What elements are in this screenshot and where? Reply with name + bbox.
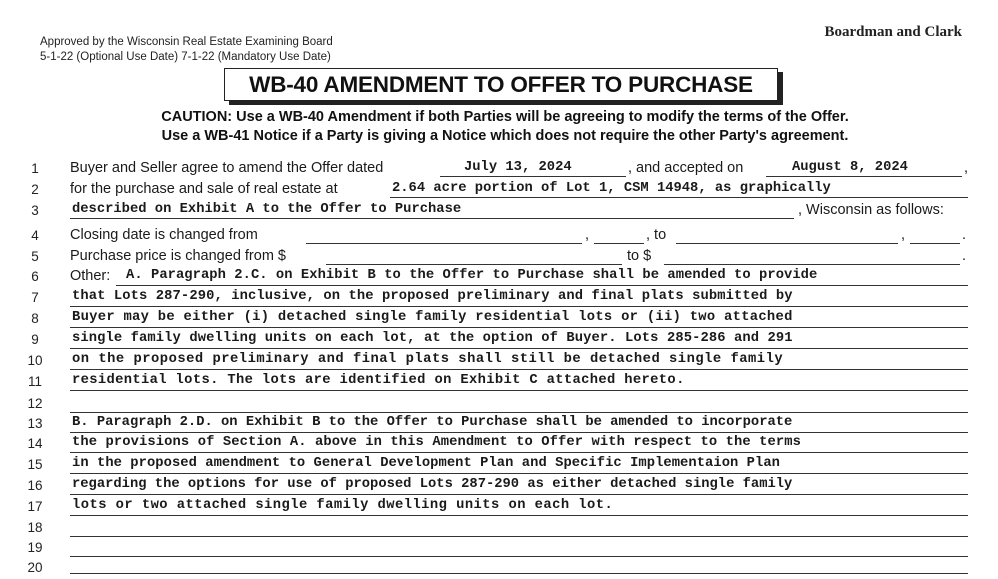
form-line-8 <box>0 308 998 330</box>
other-terms-line-5: on the proposed preliminary and final plats shall still be detached single family <box>72 352 784 367</box>
line-number: 13 <box>27 416 43 431</box>
other-label: Other: <box>70 268 111 284</box>
line-number: 3 <box>31 203 39 218</box>
line-6-rule[interactable] <box>116 285 968 286</box>
line-number: 16 <box>27 478 43 493</box>
caution-line-2: Use a WB-41 Notice if a Party is giving a Notice which does not require the other Party's agreement. <box>161 128 849 144</box>
line-number: 9 <box>31 332 39 347</box>
line-10-rule[interactable] <box>70 369 968 370</box>
line-number: 10 <box>27 353 43 368</box>
line-16-rule[interactable] <box>70 494 968 495</box>
caution-line-1: CAUTION: Use a WB-40 Amendment if both Parties will be agreeing to modify the terms of the Offer. <box>161 109 849 125</box>
other-terms-line-1: A. Paragraph 2.C. on Exhibit B to the Offer to Purchase shall be amended to provide <box>126 268 818 283</box>
form-line-3 <box>0 200 998 222</box>
line-number: 19 <box>27 540 43 555</box>
price-from-field[interactable] <box>326 246 622 265</box>
form-line-9 <box>0 329 998 351</box>
other-terms-line-6: residential lots. The lots are identified on Exhibit C attached hereto. <box>72 373 685 388</box>
form-line-17 <box>0 496 998 518</box>
other-terms-line-7: B. Paragraph 2.D. on Exhibit B to the Offer to Purchase shall be amended to incorporate <box>72 415 793 430</box>
line-number: 7 <box>31 290 39 305</box>
line-8-rule[interactable] <box>70 327 968 328</box>
publisher-name: Boardman and Clark <box>824 24 962 40</box>
line-1-text-a: Buyer and Seller agree to amend the Offer dated <box>70 160 384 176</box>
form-line-18 <box>0 517 998 539</box>
line-9-rule[interactable] <box>70 348 968 349</box>
form-line-6 <box>0 266 998 288</box>
form-title: WB-40 AMENDMENT TO OFFER TO PURCHASE <box>224 68 778 101</box>
line-20-rule[interactable] <box>70 573 968 574</box>
closing-from-comma: , <box>585 227 590 243</box>
closing-date-label: Closing date is changed from <box>70 227 258 243</box>
form-line-1 <box>0 158 998 180</box>
line-3-text: , Wisconsin as follows: <box>798 202 944 218</box>
form-line-4 <box>0 225 998 247</box>
other-terms-line-9: in the proposed amendment to General Development Plan and Specific Implementaion Plan <box>72 456 781 471</box>
line-number: 2 <box>31 182 39 197</box>
form-line-2 <box>0 179 998 201</box>
line-number: 12 <box>27 396 43 411</box>
accepted-date-value: August 8, 2024 <box>792 160 908 175</box>
price-to-field[interactable] <box>664 246 960 265</box>
other-terms-line-4: single family dwelling units on each lot, at the option of Buyer. Lots 285-286 and 291 <box>72 331 793 346</box>
form-line-19 <box>0 537 998 559</box>
offer-date-value: July 13, 2024 <box>464 160 572 175</box>
form-line-15 <box>0 454 998 476</box>
form-line-12 <box>0 393 998 415</box>
closing-to-comma: , <box>901 227 906 243</box>
other-terms-line-11: lots or two attached single family dwelling units on each lot. <box>72 498 614 513</box>
purchase-price-to-label: to $ <box>627 248 652 264</box>
closing-date-to-label: , to <box>646 227 667 243</box>
form-line-20 <box>0 557 998 579</box>
line-5-period: . <box>962 248 967 264</box>
line-number: 20 <box>27 560 43 575</box>
line-number: 17 <box>27 499 43 514</box>
form-line-16 <box>0 475 998 497</box>
line-17-rule[interactable] <box>70 515 968 516</box>
line-14-rule[interactable] <box>70 452 968 453</box>
line-number: 15 <box>27 457 43 472</box>
closing-date-from-year[interactable] <box>594 225 644 244</box>
other-terms-line-3: Buyer may be either (i) detached single family residential lots or (ii) two attached <box>72 310 793 325</box>
line-number: 5 <box>31 249 39 264</box>
approval-line-2: 5-1-22 (Optional Use Date) 7-1-22 (Mandatory Use Date) <box>40 51 331 63</box>
line-number: 11 <box>27 374 42 389</box>
closing-date-from-field[interactable] <box>306 225 582 244</box>
line-number: 18 <box>27 520 43 535</box>
line-number: 6 <box>31 269 39 284</box>
property-description-1: 2.64 acre portion of Lot 1, CSM 14948, as graphically <box>392 181 831 196</box>
property-description-2: described on Exhibit A to the Offer to Purchase <box>72 202 462 217</box>
line-7-rule[interactable] <box>70 306 968 307</box>
purchase-price-label: Purchase price is changed from $ <box>70 248 286 264</box>
line-number: 1 <box>31 161 39 176</box>
form-line-5 <box>0 246 998 268</box>
other-terms-line-10: regarding the options for use of proposed Lots 287-290 as either detached single family <box>72 477 793 492</box>
other-terms-line-8: the provisions of Section A. above in this Amendment to Offer with respect to the terms <box>72 435 802 450</box>
line-4-period: . <box>962 227 967 243</box>
approval-notice <box>40 35 333 65</box>
line-2-text: for the purchase and sale of real estate at <box>70 181 338 197</box>
form-line-14 <box>0 433 998 455</box>
form-line-11 <box>0 371 998 393</box>
approval-line-1: Approved by the Wisconsin Real Estate Examining Board <box>40 36 333 48</box>
line-11-rule[interactable] <box>70 390 968 391</box>
closing-date-to-field[interactable] <box>676 225 898 244</box>
line-number: 14 <box>27 436 43 451</box>
other-terms-line-2: that Lots 287-290, inclusive, on the proposed preliminary and final plats submitted by <box>72 289 793 304</box>
line-15-rule[interactable] <box>70 473 968 474</box>
form-line-10 <box>0 350 998 372</box>
line-1-text-b: , and accepted on <box>628 160 744 176</box>
line-number: 8 <box>31 311 39 326</box>
form-line-13 <box>0 413 998 435</box>
closing-date-to-year[interactable] <box>910 225 960 244</box>
form-line-7 <box>0 287 998 309</box>
line-1-comma: , <box>964 160 969 176</box>
line-number: 4 <box>31 228 39 243</box>
